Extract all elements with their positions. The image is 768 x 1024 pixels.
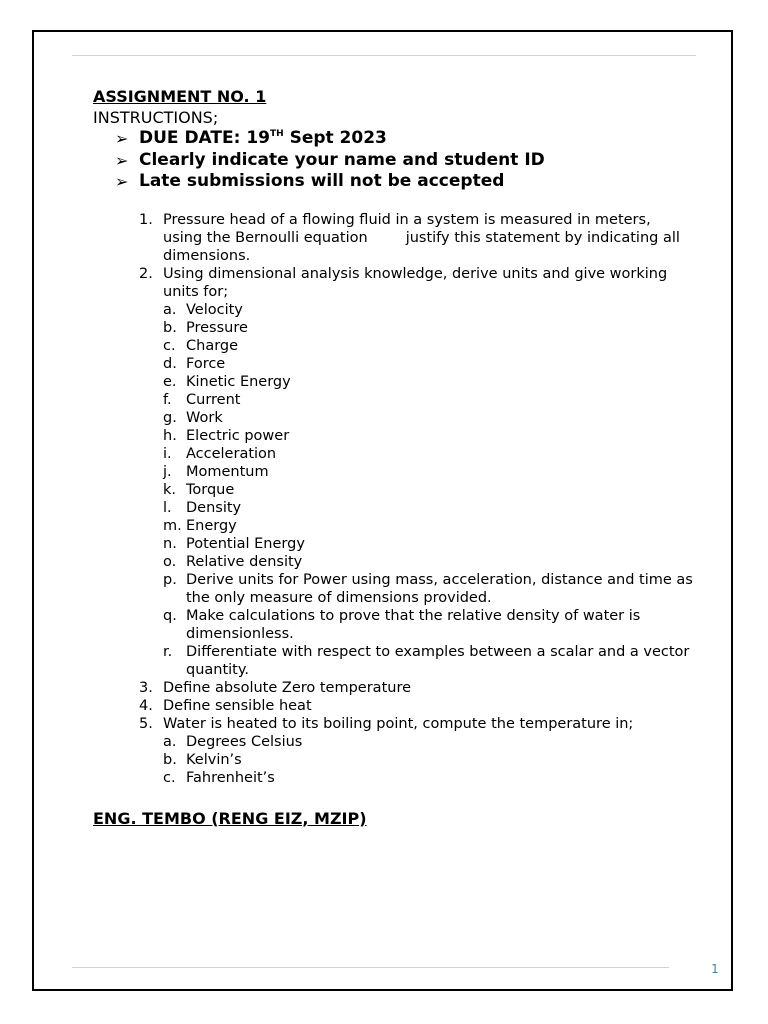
sub-question-letter: c. (163, 769, 176, 786)
sub-question-item (163, 463, 693, 481)
question-text: Using dimensional analysis knowledge, derive units and give working units for; (163, 265, 668, 300)
sub-question-letter: b. (163, 319, 177, 336)
sub-question-item (163, 751, 693, 769)
instruction-text: DUE DATE: 19TH Sept 2023 (139, 128, 387, 148)
sub-question-text: Fahrenheit’s (186, 769, 275, 786)
sub-question-item (163, 553, 693, 571)
sub-question-text: Electric power (186, 427, 290, 444)
sub-question-item (163, 733, 693, 751)
sub-question-letter: n. (163, 535, 177, 552)
sub-question-text: Degrees Celsius (186, 733, 303, 750)
sub-question-item (163, 391, 693, 409)
instruction-item (115, 150, 693, 172)
sub-question-item (163, 409, 693, 427)
arrow-bullet-icon: ➢ (115, 172, 129, 191)
footer-rule (72, 967, 669, 968)
sub-question-letter: d. (163, 355, 177, 372)
sub-question-item (163, 571, 693, 607)
question-item (93, 265, 693, 679)
question-text: Pressure head of a flowing fluid in a system is measured in meters, using the Bernoulli equation justify this statement by indicating all dimensions. (163, 211, 680, 264)
sub-question-item (163, 301, 693, 319)
sub-question-letter: a. (163, 733, 177, 750)
sub-question-letter: c. (163, 337, 176, 354)
document-body (93, 86, 693, 829)
question-item (93, 679, 693, 697)
sub-question-list (163, 301, 693, 679)
sub-question-letter: e. (163, 373, 177, 390)
sub-question-text: Work (186, 409, 223, 426)
sub-question-item (163, 355, 693, 373)
sub-question-letter: i. (163, 445, 172, 462)
question-item (93, 697, 693, 715)
sub-question-item (163, 517, 693, 535)
sub-question-item (163, 481, 693, 499)
sub-question-letter: a. (163, 301, 177, 318)
sub-question-text: Kinetic Energy (186, 373, 291, 390)
sub-question-item (163, 373, 693, 391)
sub-question-text: Relative density (186, 553, 303, 570)
instruction-text: Clearly indicate your name and student ID (139, 149, 545, 170)
question-number: 1. (139, 211, 153, 228)
sub-question-text: Derive units for Power using mass, acceleration, distance and time as the only measure of dimensions provided. (186, 571, 693, 606)
sub-question-text: Pressure (186, 319, 248, 336)
sub-question-item (163, 319, 693, 337)
sub-question-item (163, 607, 693, 643)
sub-question-letter: m. (163, 517, 182, 534)
sub-question-item (163, 337, 693, 355)
sub-question-text: Current (186, 391, 241, 408)
arrow-bullet-icon: ➢ (115, 150, 129, 170)
assignment-title: ASSIGNMENT NO. 1 (93, 87, 267, 106)
sub-question-letter: q. (163, 607, 177, 624)
sub-question-letter: j. (163, 463, 172, 480)
sub-question-list (163, 733, 693, 787)
instruction-item (115, 128, 693, 150)
sub-question-text: Energy (186, 517, 237, 534)
sub-question-text: Kelvin’s (186, 751, 242, 768)
question-item (93, 715, 693, 787)
sub-question-letter: l. (163, 499, 172, 516)
question-number: 5. (139, 715, 153, 732)
question-text: Define absolute Zero temperature (163, 679, 412, 696)
question-number: 2. (139, 265, 153, 282)
instruction-bullets (93, 128, 693, 193)
sub-question-item (163, 445, 693, 463)
sub-question-text: Acceleration (186, 445, 277, 462)
instruction-text: Late submissions will not be accepted (139, 171, 505, 191)
page-number: 1 (711, 962, 719, 976)
question-list (93, 211, 693, 787)
sub-question-text: Charge (186, 337, 239, 354)
instructions-label: INSTRUCTIONS; (93, 108, 219, 127)
sub-question-letter: g. (163, 409, 177, 426)
sub-question-text: Make calculations to prove that the relative density of water is dimensionless. (186, 607, 641, 642)
sub-question-letter: o. (163, 553, 177, 570)
sub-question-item (163, 643, 693, 679)
question-item (93, 211, 693, 265)
sub-question-letter: p. (163, 571, 177, 588)
sub-question-text: Density (186, 499, 242, 516)
sub-question-letter: k. (163, 481, 177, 498)
sub-question-letter: h. (163, 427, 177, 444)
instruction-item (115, 171, 693, 193)
sub-question-item (163, 769, 693, 787)
author-signature: ENG. TEMBO (RENG EIZ, MZIP) (93, 808, 367, 828)
sub-question-text: Momentum (186, 463, 269, 480)
sub-question-item (163, 427, 693, 445)
sub-question-item (163, 499, 693, 517)
question-text: Define sensible heat (163, 697, 312, 714)
sub-question-text: Potential Energy (186, 535, 305, 552)
sub-question-text: Velocity (186, 301, 243, 318)
header-rule (72, 55, 696, 56)
sub-question-text: Torque (186, 481, 235, 498)
sub-question-text: Force (186, 355, 226, 372)
sub-question-item (163, 535, 693, 553)
arrow-bullet-icon: ➢ (115, 129, 129, 148)
sub-question-letter: b. (163, 751, 177, 768)
sub-question-letter: f. (163, 391, 172, 408)
question-number: 4. (139, 697, 153, 714)
question-number: 3. (139, 679, 153, 696)
sub-question-text: Differentiate with respect to examples between a scalar and a vector quantity. (186, 643, 690, 678)
sub-question-letter: r. (163, 643, 173, 660)
question-text: Water is heated to its boiling point, compute the temperature in; (163, 715, 634, 732)
